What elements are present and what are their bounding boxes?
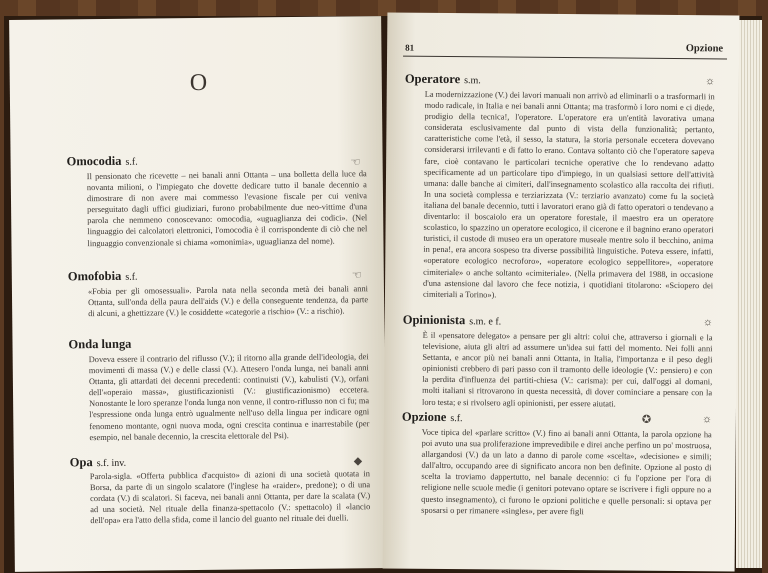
part-of-speech: s.f.: [125, 156, 138, 168]
headword: Opa: [69, 455, 93, 470]
sun-icon: ☼: [704, 75, 715, 88]
entry-text-opa: Parola-sigla. «Offerta pubblica d'acquisto» di azioni di una società quotata in Borsa, da parte di un singolo scalatore (l'inglese ha «raider», predone); o di una cordata (V.) di scalatori. Si faceva, nei banali anni Ottanta, per dare la scalata (V.) ad una società. Nel rituale della finanza-spettacolo (V.: spettacolo) il «lancio dell'opa» era l'atto della sfida, come il lancio del guanto nel rituale dei duelli.: [89, 469, 371, 526]
page-number: 81: [405, 42, 415, 53]
diamond-icon: ◆: [353, 455, 363, 468]
entry-headword-opa: [70, 455, 126, 471]
running-head: Opzione: [685, 43, 724, 55]
left-page: [9, 16, 387, 572]
entry-text-opzione: Voce tipica del «parlare scritto» (V.) fino ai banali anni Ottanta, la parola opzione ha poi avuto una sua proliferazione imprevedibile e direi anche perfino un po' mostruosa, allargandosi (V.) da un lato a danno di parole come «scelta», «decisione» e simili; dall'altro, occupando aree di significato ancora non ben definite. Opzione al posto di scelta la troviamo dappertutto, nel banale decennio: ci fu l'opzione per l'ora di religione nelle scuole medie (i genitori potevano optare se iscrivere i figli oppure no a questo insegnamento), ci furono le opzioni politiche e quelle personali: si optava per sposarsi o per rimanere «singles», per avere figli: [421, 427, 712, 516]
header-rule: [403, 56, 727, 60]
laurel-icon: ✪: [641, 413, 652, 426]
sun-icon: ☼: [701, 413, 713, 426]
part-of-speech: s.f. inv.: [96, 457, 127, 470]
entry-headword-opzione: [402, 410, 463, 426]
part-of-speech: s.f.: [125, 271, 138, 283]
entry-headword-onda-lunga: [68, 337, 131, 353]
headword: Opzione: [401, 409, 447, 425]
section-letter: O: [189, 69, 208, 97]
right-page: [383, 12, 740, 571]
entry-headword-omofobia: [68, 269, 138, 285]
headword: Operatore: [404, 71, 461, 87]
entry-text-omocodia: Il pensionato che ricevette – nei banali anni Ottanta – una bolletta della luce da novanta milioni, o l'impiegato che dovette dedicare tutto il banale decennio a dimostrare di non avere mai commesso l'evasione fiscale per cui veniva perseguitato dagli uffici giudiziari, furono probabilmente due neo-vittime d'una parola che nemmeno conoscevano: omocodia, «uguaglianza dei codici». (Nel linguaggio dei calcolatori elettronici, l'omocodia è il corrispondente di ciò che nel linguaggio convenzionale si chiama «omonimia», uguaglianza del nome).: [86, 169, 368, 248]
part-of-speech: s.f.: [450, 413, 463, 425]
entry-headword-operatore: [405, 72, 481, 88]
page-edges: [736, 20, 762, 568]
headword: Omocodia: [66, 153, 122, 169]
entry-text-onda-lunga: Doveva essere il contrario del riflusso (V.); il ritorno alla grande dell'ideologia, dei movimenti di massa (V.) e delle classi (V.). Attesero l'onda lunga, nei banali anni Ottanta, gli attardati dei decenni precedenti: continuisti (V.), kabulisti (V.), orfani dell'«operaio massa», giustificazionisti (V.: giustificazionismo) eccetera. Nonostante le loro speranze l'onda lunga non venne, il contro-riflusso non ci fu; ma l'espressione onda lunga entrò ugualmente nell'uso della lingua per indicare ogni fenomeno montante, ogni nuova moda, ogni crescita continua e inarrestabile (per esempio, nel banale decennio, la crescita elettorale del Psi).: [88, 352, 370, 442]
entry-headword-opinionista: [403, 313, 502, 329]
hand-pointer-icon: ☜: [350, 156, 361, 169]
headword: Omofobia: [67, 268, 122, 284]
headword: Opinionista: [402, 312, 466, 328]
sun-icon: ☼: [702, 316, 713, 329]
entry-text-operatore: La modernizzazione (V.) dei lavori manuali non arrivò ad eliminarli o a trasformarli in modo radicale, in Italia e nei banali anni Ottanta; ma trasformò i loro nomi e ci diede, prodigio della tecnica!, l'operatore. L'operatore era un'entità lavorativa umana considerata esclusivamente dal punto di vista della funzionalità; pertanto, caratteristiche come l'età, il sesso, la statura, la storia personale eccetera dovevano considerarsi irrilevanti e di fatto lo erano. Contava soltanto ciò che l'operatore sapeva fare, cioè contavano le particolari tecniche operative che lo rendevano adatto specificamente ad un particolare tipo d'impiego, in un qualsiasi settore dell'attività umana: dalle banche ai cimiteri, dall'insegnamento scolastico alla raccolta dei rifiuti. In una società complessa e terziarizzata (V.: terziario avanzato) come fu la società italiana del banale decennio, tutti i lavoratori erano già di fatto operatori o tendevano a diventarlo: il boscaiolo era un operatore forestale, il maestro era un operatore scolastico, lo spazzino un operatore ecologico, il cicerone e il bagnino erano operatori turistici, il custode di museo era un operatore museale mentre solo il becchino, anima in pena!, era ancora sospeso tra diverse possibilità linguistiche. Poteva essere, infatti, «operatore ecologico necroforo», «operatore ecologico seppellitore», «operatore cimiteriale» o anche soltanto «cimiteriale». (Nella primavera del 1988, in occasione d'una astensione dal lavoro che fece notizia, i quotidiani titolarono: «Sciopero dei cimiteriali a Torino»).: [422, 89, 715, 300]
entry-text-opinionista: È il «pensatore delegato» a pensare per gli altri: colui che, attraverso i giornali e la televisione, aiuta gli altri ad assumere un'idea sui fatti del momento. Nei folli anni Settanta, e ancor più nei banali anni Ottanta, in Italia, l'importanza e il peso degli opinionisti crebbero di pari passo con il tramonto delle ideologie (V.: pensiero) e con la perdita d'influenza dei partiti-chiesa (V.: carisma): per cui, dall'oggi al domani, molti italiani si ritrovarono in questa necessità, di dover cominciare a pensare con la loro testa; e si rivolsero agli opinionisti, per essere aiutati.: [421, 330, 713, 409]
entry-text-omofobia: «Fobia per gli omosessuali». Parola nata nella seconda metà dei banali anni Ottanta, sull'onda della paura dell'aids (V.) e della conseguente tendenza, da parte di alcuni, a ghettizzare (V.) le cosiddette «categorie a rischio» (V.: a rischio).: [87, 284, 369, 319]
hand-pointer-icon: ☜: [351, 269, 362, 282]
headword: Onda lunga: [68, 336, 132, 352]
entry-headword-omocodia: [67, 154, 138, 170]
part-of-speech: s.m.: [464, 75, 481, 87]
part-of-speech: s.m. e f.: [469, 316, 502, 328]
